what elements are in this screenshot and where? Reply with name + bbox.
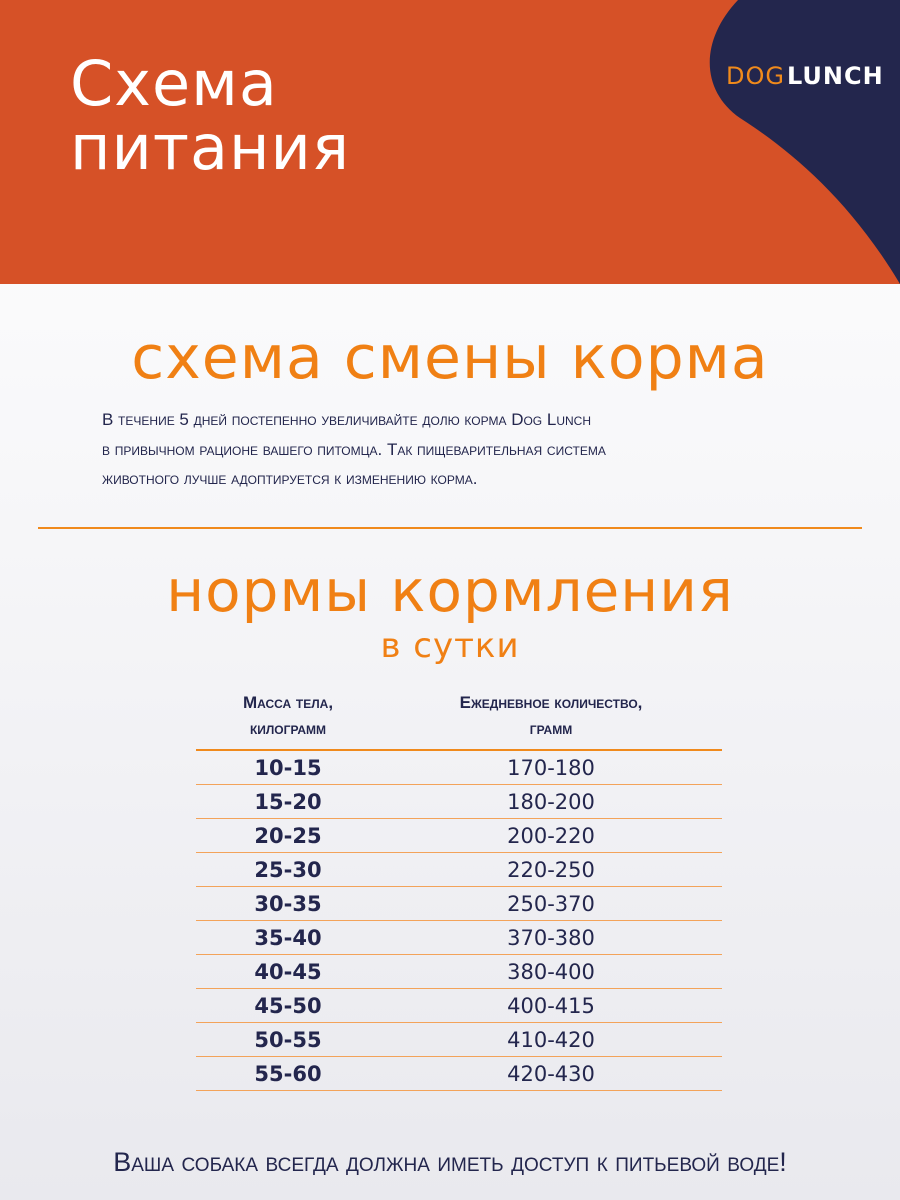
table-row xyxy=(196,819,722,853)
column-header-weight-line-1: Масса тела, xyxy=(242,693,334,712)
amount-cell: 180-200 xyxy=(380,785,722,819)
dog-lunch-logo xyxy=(726,60,884,92)
title-line-2: питания xyxy=(70,111,351,184)
weight-cell: 15-20 xyxy=(196,785,380,819)
table-row xyxy=(196,853,722,887)
amount-cell: 250-370 xyxy=(380,887,722,921)
amount-cell: 420-430 xyxy=(380,1057,722,1091)
amount-cell: 200-220 xyxy=(380,819,722,853)
weight-cell: 20-25 xyxy=(196,819,380,853)
switch-description xyxy=(102,405,822,494)
water-access-note: Ваша собака всегда должна иметь доступ к питьевой воде! xyxy=(113,1147,787,1177)
norms-subheading: в сутки xyxy=(380,626,520,666)
column-header-weight-line-2: килограмм xyxy=(249,719,327,738)
amount-cell: 220-250 xyxy=(380,853,722,887)
weight-cell: 35-40 xyxy=(196,921,380,955)
title-line-1: Схема xyxy=(70,47,278,120)
table-header-row xyxy=(196,683,722,750)
table-row xyxy=(196,1023,722,1057)
amount-cell: 380-400 xyxy=(380,955,722,989)
table-row xyxy=(196,989,722,1023)
amount-cell: 170-180 xyxy=(380,750,722,785)
weight-cell: 40-45 xyxy=(196,955,380,989)
logo-part-dog: DOG xyxy=(726,62,785,90)
table-row xyxy=(196,750,722,785)
amount-cell: 410-420 xyxy=(380,1023,722,1057)
section-divider xyxy=(38,527,862,529)
norms-heading: нормы кормления xyxy=(166,557,734,625)
weight-cell: 55-60 xyxy=(196,1057,380,1091)
switch-text-line-2: в привычном рационе вашего питомца. Так пищеварительная система xyxy=(102,439,606,459)
weight-cell: 30-35 xyxy=(196,887,380,921)
weight-cell: 25-30 xyxy=(196,853,380,887)
table-row xyxy=(196,887,722,921)
weight-cell: 50-55 xyxy=(196,1023,380,1057)
column-header-amount-line-2: грамм xyxy=(529,719,573,738)
table-row xyxy=(196,785,722,819)
column-header-amount-line-1: Ежедневное количество, xyxy=(459,693,643,712)
weight-cell: 10-15 xyxy=(196,750,380,785)
amount-cell: 400-415 xyxy=(380,989,722,1023)
table-row xyxy=(196,1057,722,1091)
switch-text-line-3: животного лучше адоптируется к изменению корма. xyxy=(102,469,478,488)
page-title xyxy=(70,47,351,184)
column-header-amount xyxy=(380,683,722,750)
header-banner xyxy=(0,0,900,284)
switch-text-line-1: В течение 5 дней постепенно увеличивайте долю корма Dog Lunch xyxy=(102,410,591,429)
table-row xyxy=(196,955,722,989)
table-row xyxy=(196,921,722,955)
switch-heading: схема смены корма xyxy=(131,323,769,393)
logo-part-lunch: LUNCH xyxy=(786,62,884,90)
weight-cell: 45-50 xyxy=(196,989,380,1023)
amount-cell: 370-380 xyxy=(380,921,722,955)
column-header-weight xyxy=(196,683,380,750)
feeding-norms-table xyxy=(196,683,722,1091)
